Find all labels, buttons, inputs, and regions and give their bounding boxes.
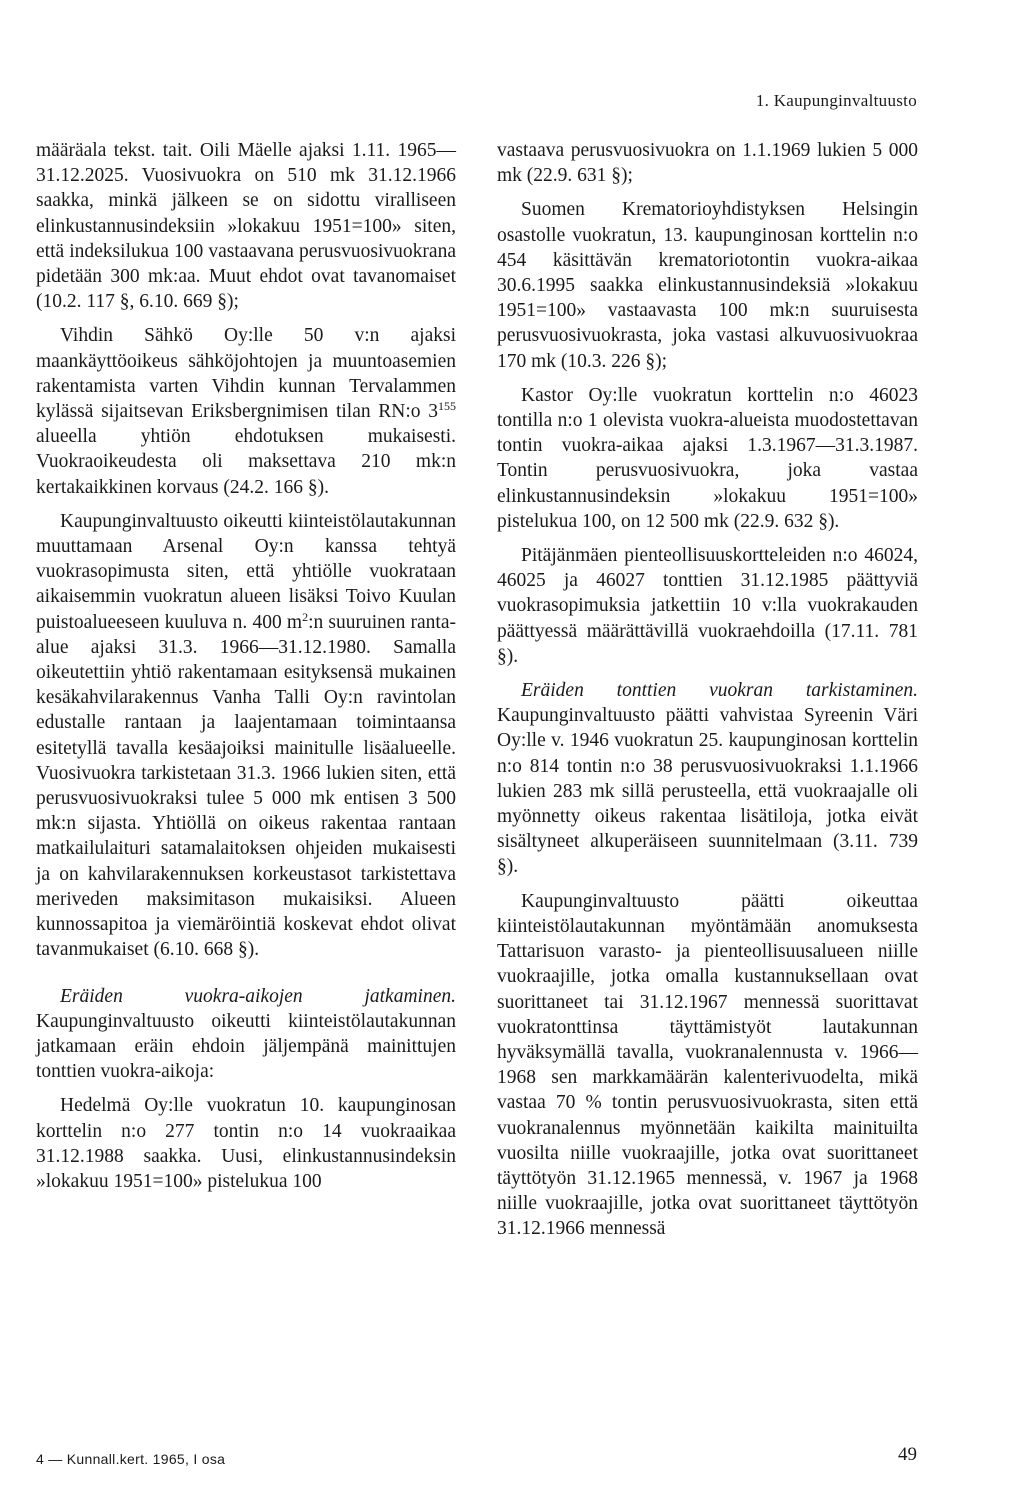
- page-number: 49: [898, 1444, 917, 1465]
- left-paragraph-4-body: Kaupunginvaltuusto oikeutti kiinteistölautakunnan jatkamaan eräin ehdoin jäljempänä mainittujen tonttien vuokra-aikoja:: [36, 1010, 456, 1083]
- left-paragraph-2-text-b: alueella yhtiön ehdotuksen mukaisesti. Vuokraoikeudesta oli maksettava 210 mk:n kertakaikkinen korvaus (24.2. 166 §).: [36, 426, 456, 498]
- left-paragraph-2: [36, 323, 456, 499]
- footer-signature: 4 — Kunnall.kert. 1965, I osa: [36, 1451, 226, 1467]
- running-head: 1. Kaupunginvaltuusto: [755, 91, 917, 110]
- left-paragraph-3-superscript: 2: [302, 609, 309, 624]
- right-paragraph-6: Kaupunginvaltuusto päätti oikeuttaa kiinteistölautakunnan myöntämään anomuksesta Tattarisuon varasto- ja pienteollisuusalueen niille vuokraajille, jotka omalla kustannuksellaan ovat suorittaneet tai 31.12.1967 mennessä suorittavat vuokratonttinsa täyttämistyöt lautakunnan hyväksymällä tavalla, vuokranalennusta v. 1966—1968 sen markkamäärän kalenterivuodelta, mikä vastaa 70 % tontin perusvuosivuokrasta, siten että vuokranalennus myönnetään kaikilta mainituilta vuosilta niille vuokraajille, jotka ovat suorittaneet täyttötyön 31.12.1965 mennessä, v. 1967 ja 1968 niille vuokraajille, jotka ovat suorittaneet täyttötyön 31.12.1966 mennessä: [497, 890, 918, 1240]
- right-paragraph-2: Suomen Krematorioyhdistyksen Helsingin osastolle vuokratun, 13. kaupunginosan korttelin n:o 454 käsittävän krematoriotontin vuokra-aikaa 30.6.1995 saakka elinkustannusindeksiä »lokakuu 1951=100» vastaavasta 100 mk:n suuruisesta perusvuosivuokrasta, joka vastasi alkuvuosivuokraa 170 mk (10.3. 226 §);: [497, 199, 918, 372]
- right-paragraph-1: vastaava perusvuosivuokra on 1.1.1969 lukien 5 000 mk (22.9. 631 §);: [497, 140, 918, 187]
- right-paragraph-3: Kastor Oy:lle vuokratun korttelin n:o 46023 tontilla n:o 1 olevista vuokra-alueista muodostettavan tontin vuokra-aikaa ajaksi 1.3.1967—31.3.1987. Tontin perusvuosivuokra, joka vastaa elinkustannusindeksin »lokakuu 1951=100» pistelukua 100, on 12 500 mk (22.9. 632 §).: [497, 384, 918, 532]
- left-paragraph-3-text-a: Kaupunginvaltuusto oikeutti kiinteistölautakunnan muuttamaan Arsenal Oy:n kanssa tehtyä vuokrasopimusta siten, että yhtiölle vuokrataan aikaisemmin vuokratun alueen lisäksi Toivo Kuulan puistoalueeseen kuuluva n. 400 m: [36, 510, 456, 633]
- section-heading-rent-review: Eräiden tonttien vuokran tarkistaminen.: [521, 680, 918, 702]
- right-paragraph-5-body: Kaupunginvaltuusto päätti vahvistaa Syreenin Väri Oy:lle v. 1946 vuokratun 25. kaupunginosan korttelin n:o 814 tontin n:o 38 perusvuosivuokraksi 1.1.1966 lukien 283 mk sillä perusteella, että vuokraajalle oli myönnetty oikeus rakentaa lisätiloja, jotka eivät sisältyneet alkuperäiseen suunnitelmaan (3.11. 739 §).: [497, 705, 918, 878]
- left-paragraph-1: määräala tekst. tait. Oili Mäelle ajaksi 1.11. 1965—31.12.2025. Vuosivuokra on 510 mk 31.12.1966 saakka, minkä jälkeen se on sidottu viralliseen elinkustannusindeksiin »lokakuu 1951=100» siten, että indeksilukua 100 vastaavana perusvuosivuokrana pidetään 300 mk:aa. Muut ehdot ovat tavanomaiset (10.2. 117 §, 6.10. 669 §);: [36, 140, 456, 313]
- left-paragraph-4: [36, 984, 456, 1085]
- right-paragraph-4: Pitäjänmäen pienteollisuuskortteleiden n:o 46024, 46025 ja 46027 tonttien 31.12.1985 päättyviä vuokrasopimuksia jatkettiin 10 v:lla vuokrakauden päättyessä määrättävillä vuokraehdoilla (17.11. 781 §).: [497, 545, 918, 667]
- section-heading-extensions: Eräiden vuokra-aikojen jatkaminen.: [60, 985, 456, 1007]
- left-column: [36, 138, 456, 1203]
- left-paragraph-3: [36, 509, 456, 963]
- right-paragraph-5: [497, 678, 918, 880]
- left-paragraph-3-text-b: :n suuruinen ranta-alue ajaksi 31.3. 1966—31.12.1980. Samalla oikeutettiin yhtiö rakentamaan esityksensä mukainen kesäkahvilarakennus Vanha Talli Oy:n ravintolan edustalle rantaan ja laajentamaan toimintaansa esitetyllä tavalla kesäajoiksi mainitulle lisäalueelle. Vuosivuokra tarkistetaan 31.3. 1966 lukien siten, että perusvuosivuokraksi tulee 5 000 mk entisen 3 500 mk:n sijasta. Yhtiöllä on oikeus rakentaa rantaan matkailulaituri satamalaitoksen ohjeiden mukaisesti ja on kahvilarakennuksen korkeustasot tarkistettava meriveden maksimitason mukaisiksi. Alueen kunnossapitoa ja viemäröintiä koskevat ehdot olivat tavanmukaiset (6.10. 668 §).: [36, 611, 456, 961]
- left-paragraph-2-text-a: Vihdin Sähkö Oy:lle 50 v:n ajaksi maankäyttöoikeus sähköjohtojen ja muuntoasemien rakentamista varten Vihdin kunnan Tervalammen kylässä sijaitsevan Eriksbergnimisen tilan RN:o 3: [36, 325, 456, 423]
- left-paragraph-2-superscript: 155: [438, 399, 456, 414]
- left-paragraph-5: Hedelmä Oy:lle vuokratun 10. kaupunginosan korttelin n:o 277 tontin n:o 14 vuokraaikaa 31.12.1988 saakka. Uusi, elinkustannusindeksin »lokakuu 1951=100» pistelukua 100: [36, 1095, 456, 1192]
- right-column: [497, 138, 918, 1251]
